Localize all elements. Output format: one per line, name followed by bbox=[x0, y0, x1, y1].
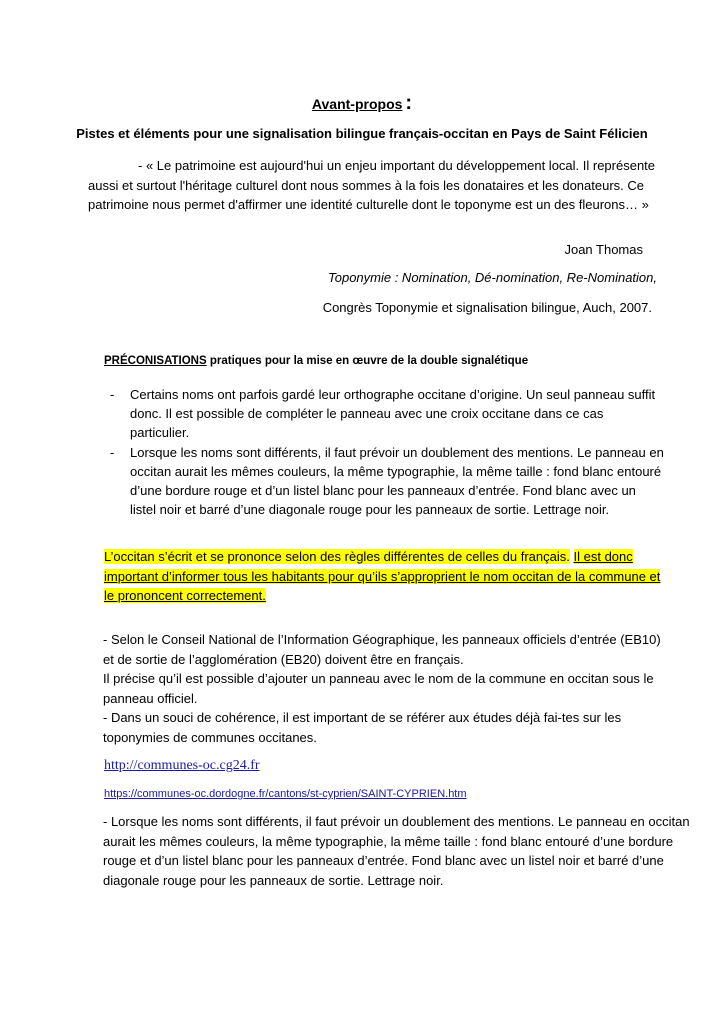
cnig-line-2: Il précise qu’il est possible d’ajouter un panneau avec le nom de la commune en occitan sous le panneau officiel. bbox=[103, 671, 654, 706]
list-item-text: Certains noms ont parfois gardé leur orthographe occitane d’origine. Un seul panneau suffit donc. Il est possible de compléter le panneau avec une croix occitane dans ce cas particulier. bbox=[130, 387, 656, 440]
preconisations-heading-rest: pratiques pour la mise en œuvre de la double signalétique bbox=[206, 355, 529, 367]
cnig-line-1: - Selon le Conseil National de l’Information Géographique, les panneaux officiels d’entrée (EB10) et de sortie de l’agglomération (EB20) doivent être en français. bbox=[103, 632, 661, 667]
subtitle: Pistes et éléments pour une signalisation bilingue français-occitan en Pays de Saint Félicien bbox=[76, 126, 648, 141]
title-text: Avant-propos bbox=[311, 96, 403, 112]
citation-congress: Congrès Toponymie et signalisation bilingue, Auch, 2007. bbox=[322, 300, 652, 315]
preconisations-heading bbox=[104, 355, 528, 367]
citation-work: Toponymie : Nomination, Dé-nomination, Re-Nomination, bbox=[327, 270, 657, 285]
list-item bbox=[104, 385, 664, 442]
dash-bullet: - bbox=[110, 445, 115, 460]
link-saint-cyprien[interactable]: https://communes-oc.dordogne.fr/cantons/st-cyprien/SAINT-CYPRIEN.htm bbox=[104, 788, 467, 800]
highlight-part-2: Il est donc important d’informer tous les habitants pour qu’ils s’approprient le nom occitan de la commune et le prononcent correctement. bbox=[104, 549, 661, 603]
list-item-text: Lorsque les noms sont différents, il faut prévoir un doublement des mentions. Le panneau en occitan aurait les mêmes couleurs, la même typographie, la même taille : fond blanc entouré d’une bordure rouge et d’un listel blanc pour les panneaux d’entrée. Fond blanc avec un listel noir et barré d’une diagonale rouge pour les panneaux de sortie. Lettrage noir. bbox=[130, 445, 664, 517]
quote-paragraph: - « Le patrimoine est aujourd'hui un enjeu important du développement local. Il représente aussi et surtout l'héritage culturel dont nous sommes à la fois les donataires et les donateurs. Ce patrimoine nous permet d'affirmer une identité culturelle dont le toponyme est un des fleurons… » bbox=[88, 158, 656, 212]
citation-author: Joan Thomas bbox=[564, 242, 643, 257]
dash-bullet: - bbox=[110, 387, 115, 402]
cnig-section bbox=[103, 630, 663, 747]
preconisations-keyword: PRÉCONISATIONS bbox=[104, 355, 207, 367]
highlight-part-1: L’occitan s’écrit et se prononce selon des règles différentes de celles du français. bbox=[104, 549, 570, 564]
preconisations-list bbox=[104, 385, 664, 520]
closing-paragraph: - Lorsque les noms sont différents, il faut prévoir un doublement des mentions. Le panneau en occitan aurait les mêmes couleurs, la même typographie, la même taille : fond blanc entouré d’une bordure rouge et d’un listel blanc pour les panneaux d’entrée. Fond blanc avec un listel noir et barré d’une diagonale rouge pour les panneaux de sortie. Lettrage noir. bbox=[103, 814, 690, 888]
page-title bbox=[0, 92, 724, 115]
list-item bbox=[104, 443, 664, 519]
cnig-line-3: - Dans un souci de cohérence, il est important de se référer aux études déjà fai-tes sur les toponymies de communes occitanes. bbox=[103, 710, 622, 745]
highlighted-note bbox=[104, 547, 664, 606]
title-colon: : bbox=[405, 92, 413, 114]
link-communes-oc-cg24[interactable]: http://communes-oc.cg24.fr bbox=[104, 758, 260, 773]
